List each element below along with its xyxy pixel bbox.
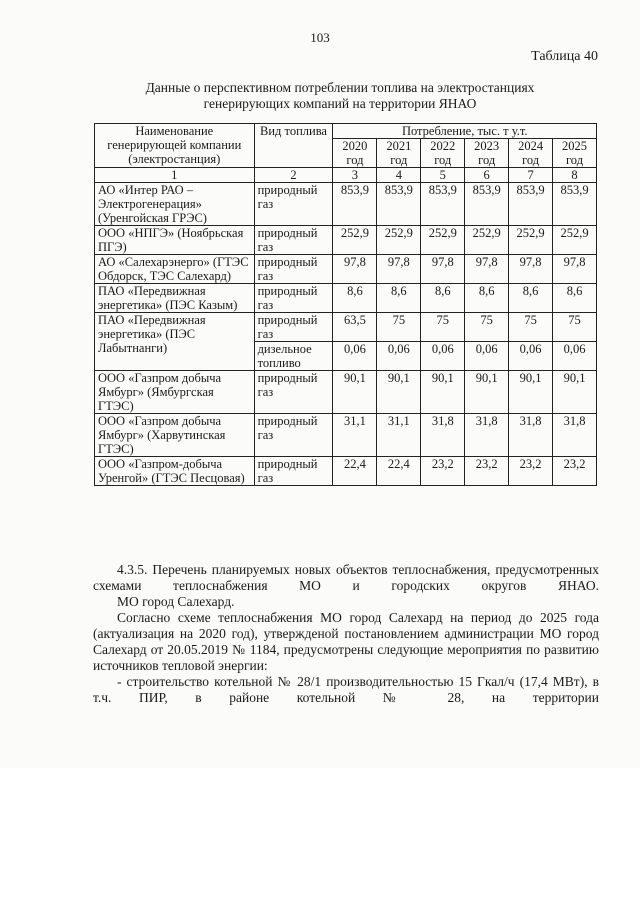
value-cell: 252,9 [377, 226, 421, 255]
year-header: 2020 год [333, 139, 377, 168]
value-cell: 22,4 [377, 457, 421, 486]
value-cell: 97,8 [377, 255, 421, 284]
page-number: 103 [310, 30, 330, 45]
table-label: Таблица 40 [531, 49, 598, 64]
fuel-cell: природный газ [254, 183, 333, 226]
year-header: 2024 год [509, 139, 553, 168]
value-cell: 97,8 [421, 255, 465, 284]
column-number: 5 [421, 168, 465, 183]
company-cell: ПАО «Передвижная энергетика» (ПЭС Лабытнанги) [95, 313, 255, 371]
value-cell: 853,9 [553, 183, 597, 226]
value-cell: 75 [377, 313, 421, 342]
value-cell: 853,9 [509, 183, 553, 226]
company-cell: АО «Салехарэнерго» (ГТЭС Обдорск, ТЭС Салехард) [95, 255, 255, 284]
table-row [95, 183, 597, 226]
value-cell: 75 [465, 313, 509, 342]
fuel-cell: дизельное топливо [254, 342, 333, 371]
fuel-cell: природный газ [254, 414, 333, 457]
column-number: 3 [333, 168, 377, 183]
value-cell: 0,06 [509, 342, 553, 371]
fuel-consumption-table [94, 123, 597, 486]
value-cell: 0,06 [421, 342, 465, 371]
value-cell: 8,6 [509, 284, 553, 313]
column-number: 4 [377, 168, 421, 183]
table-title-line: генерирующих компаний на территории ЯНАО [203, 96, 477, 111]
fuel-cell: природный газ [254, 313, 333, 342]
value-cell: 63,5 [333, 313, 377, 342]
column-number: 1 [95, 168, 255, 183]
value-cell: 31,1 [333, 414, 377, 457]
value-cell: 252,9 [553, 226, 597, 255]
fuel-cell: природный газ [254, 255, 333, 284]
value-cell: 0,06 [465, 342, 509, 371]
company-cell: ООО «НПГЭ» (Ноябрьская ПГЭ) [95, 226, 255, 255]
value-cell: 8,6 [465, 284, 509, 313]
table-title [130, 80, 550, 112]
column-number: 6 [465, 168, 509, 183]
value-cell: 90,1 [333, 371, 377, 414]
value-cell: 23,2 [465, 457, 509, 486]
value-cell: 90,1 [509, 371, 553, 414]
year-header: 2021 год [377, 139, 421, 168]
year-header: 2023 год [465, 139, 509, 168]
value-cell: 853,9 [377, 183, 421, 226]
header-fuel: Вид топлива [254, 124, 333, 168]
value-cell: 90,1 [377, 371, 421, 414]
section-heading: 4.3.5. Перечень планируемых новых объектов теплоснабжения, предусмотренных схемами теплоснабжения МО и городских округов ЯНАО. [93, 562, 599, 593]
column-number: 7 [509, 168, 553, 183]
value-cell: 31,8 [465, 414, 509, 457]
value-cell: 75 [421, 313, 465, 342]
value-cell: 31,1 [377, 414, 421, 457]
value-cell: 97,8 [333, 255, 377, 284]
table-row [95, 226, 597, 255]
paragraph: Согласно схеме теплоснабжения МО город Салехард на период до 2025 года (актуализация на 2020 год), утвержденой постановлением администрации МО город Салехард от 20.05.2019 № 1184, предусмотрены следующие мероприятия по развитию источников тепловой энергии: [93, 610, 599, 673]
company-cell: АО «Интер РАО – Электрогенерация» (Уренгойская ГРЭС) [95, 183, 255, 226]
value-cell: 23,2 [421, 457, 465, 486]
table-row [95, 313, 597, 342]
fuel-cell: природный газ [254, 457, 333, 486]
value-cell: 853,9 [333, 183, 377, 226]
company-cell: ООО «Газпром-добыча Уренгой» (ГТЭС Песцовая) [95, 457, 255, 486]
fuel-cell: природный газ [254, 371, 333, 414]
value-cell: 90,1 [421, 371, 465, 414]
value-cell: 252,9 [509, 226, 553, 255]
value-cell: 8,6 [553, 284, 597, 313]
table-row [95, 284, 597, 313]
company-cell: ООО «Газпром добыча Ямбург» (Харвутинская ГТЭС) [95, 414, 255, 457]
value-cell: 90,1 [553, 371, 597, 414]
value-cell: 853,9 [421, 183, 465, 226]
year-header: 2025 год [553, 139, 597, 168]
table-row [95, 414, 597, 457]
year-header: 2022 год [421, 139, 465, 168]
value-cell: 31,8 [509, 414, 553, 457]
value-cell: 0,06 [333, 342, 377, 371]
value-cell: 75 [509, 313, 553, 342]
value-cell: 31,8 [421, 414, 465, 457]
value-cell: 8,6 [377, 284, 421, 313]
fuel-cell: природный газ [254, 284, 333, 313]
value-cell: 8,6 [333, 284, 377, 313]
value-cell: 0,06 [377, 342, 421, 371]
header-consumption: Потребление, тыс. т у.т. [333, 124, 597, 139]
table-row [95, 255, 597, 284]
value-cell: 23,2 [553, 457, 597, 486]
table-row [95, 371, 597, 414]
body-text [93, 562, 599, 706]
municipality-heading: МО город Салехард. [117, 594, 235, 609]
value-cell: 97,8 [553, 255, 597, 284]
header-company: Наименование генерирующей компании (электростанция) [95, 124, 255, 168]
value-cell: 853,9 [465, 183, 509, 226]
value-cell: 75 [553, 313, 597, 342]
column-number: 2 [254, 168, 333, 183]
value-cell: 97,8 [465, 255, 509, 284]
value-cell: 22,4 [333, 457, 377, 486]
value-cell: 252,9 [421, 226, 465, 255]
column-number: 8 [553, 168, 597, 183]
table-row [95, 457, 597, 486]
value-cell: 90,1 [465, 371, 509, 414]
value-cell: 0,06 [553, 342, 597, 371]
value-cell: 252,9 [333, 226, 377, 255]
value-cell: 252,9 [465, 226, 509, 255]
list-item: - строительство котельной № 28/1 производительностью 15 Гкал/ч (17,4 МВт), в т.ч. ПИР, в районе котельной № 28, на территории [93, 674, 599, 705]
fuel-cell: природный газ [254, 226, 333, 255]
value-cell: 23,2 [509, 457, 553, 486]
value-cell: 8,6 [421, 284, 465, 313]
company-cell: ПАО «Передвижная энергетика» (ПЭС Казым) [95, 284, 255, 313]
value-cell: 97,8 [509, 255, 553, 284]
table-title-line: Данные о перспективном потреблении топлива на электростанциях [145, 80, 535, 95]
value-cell: 31,8 [553, 414, 597, 457]
scan-margin [0, 768, 640, 905]
company-cell: ООО «Газпром добыча Ямбург» (Ямбургская ГТЭС) [95, 371, 255, 414]
